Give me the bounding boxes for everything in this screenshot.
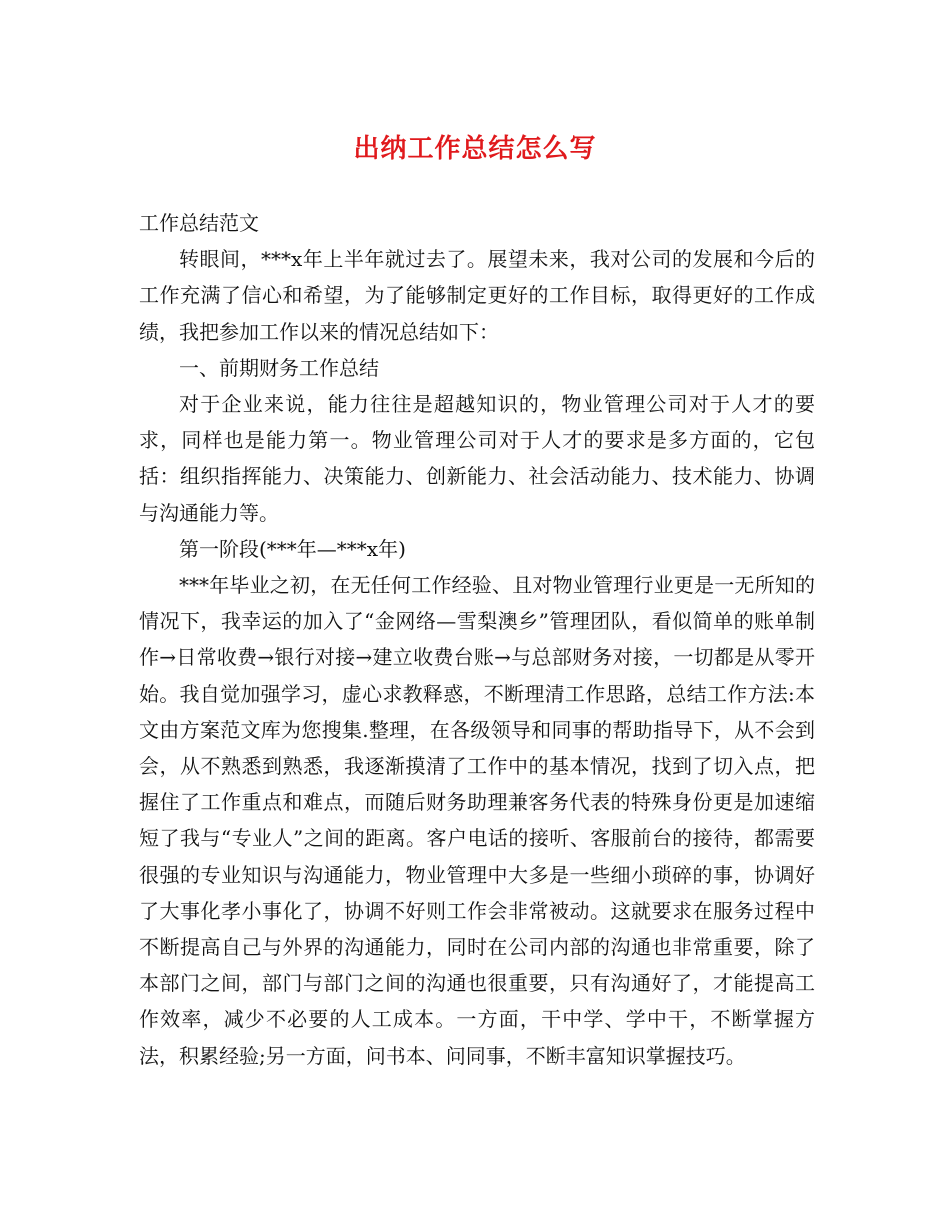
document-subtitle: 工作总结范文 <box>139 211 259 235</box>
document-title: 出纳工作总结怎么写 <box>353 134 597 164</box>
paragraph-stage-one: ***年毕业之初，在无任何工作经验、且对物业管理行业更是一无所知的情况下，我幸运的加入了“金网络—雪梨澳乡”管理团队，看似简单的账单制作→日常收费→银行对接→建立收费台账→与总部财务对接，一切都是从零开始。我自觉加强学习，虚心求教释惑，不断理清工作思路，总结工作方法:本文由方案范文库为您搜集.整理，在各级领导和同事的帮助指导下，从不会到会，从不熟悉到熟悉，我逐渐摸清了工作中的基本情况，找到了切入点，把握住了工作重点和难点，而随后财务助理兼客务代表的特殊身份更是加速缩短了我与“专业人”之间的距离。客户电话的接听、客服前台的接待，都需要很强的专业知识与沟通能力，物业管理中大多是一些细小琐碎的事，协调好了大事化孝小事化了，协调不好则工作会非常被动。这就要求在服务过程中不断提高自己与外界的沟通能力，同时在公司内部的沟通也非常重要，除了本部门之间，部门与部门之间的沟通也很重要，只有沟通好了，才能提高工作效率，减少不必要的人工成本。一方面，干中学、学中干，不断掌握方法，积累经验;另一方面，问书本、问同事，不断丰富知识掌握技巧。 <box>139 573 815 1068</box>
document-body <box>139 205 815 1074</box>
paragraph-ability: 对于企业来说，能力往往是超越知识的，物业管理公司对于人才的要求，同样也是能力第一。物业管理公司对于人才的要求是多方面的，它包括：组织指挥能力、决策能力、创新能力、社会活动能力、技术能力、协调与沟通能力等。 <box>139 392 815 525</box>
stage-heading: 第一阶段(***年—***x年) <box>179 536 406 561</box>
paragraph-intro: 转眼间，***x年上半年就过去了。展望未来，我对公司的发展和今后的工作充满了信心和希望，为了能够制定更好的工作目标，取得更好的工作成绩，我把参加工作以来的情况总结如下： <box>139 247 815 344</box>
section-heading: 一、前期财务工作总结 <box>179 355 379 380</box>
